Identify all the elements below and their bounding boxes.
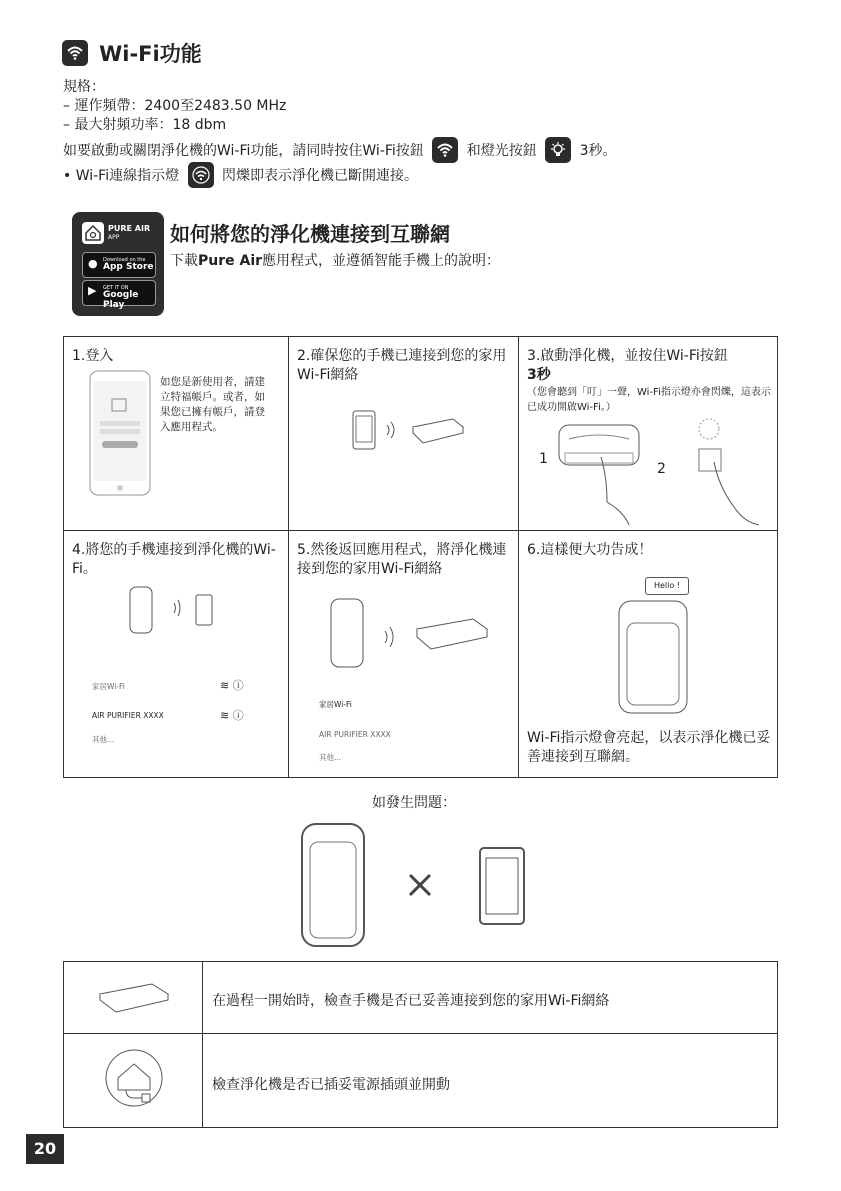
subtitle-post: 應用程式，並遵循智能手機上的說明： xyxy=(262,253,501,269)
step-3-bold: 3秒 xyxy=(527,367,551,383)
bullet-text-1: • Wi-Fi連線指示燈 xyxy=(63,168,180,184)
router-icon xyxy=(96,978,176,1018)
connect-title: 如何將您的淨化機連接到互聯網 xyxy=(170,222,450,246)
light-button-icon xyxy=(545,137,571,163)
step-2-title: 2.確保您的手機已連接到您的家用Wi-Fi網絡 xyxy=(297,348,507,383)
trouble-text-1: 在過程一開始時，檢查手機是否已妥善連接到您的家用Wi-Fi網絡 xyxy=(212,993,610,1009)
subtitle-pre: 下載 xyxy=(170,253,198,269)
section-title: Wi-Fi功能 xyxy=(99,42,202,66)
subtitle-app: Pure Air xyxy=(198,253,263,269)
step-3-title xyxy=(527,347,772,415)
instruction-line xyxy=(63,137,617,163)
phone-to-router-illustration xyxy=(349,407,469,455)
purifier-phone-error-illustration xyxy=(290,820,550,952)
spec-power: – 最大射頻功率：18 dbm xyxy=(63,117,227,133)
gplay-small-text: GET IT ON xyxy=(103,285,129,291)
s5-wifi-purifier[interactable]: AIR PURIFIER XXXX xyxy=(319,730,391,739)
instruction-text-1: 如要啟動或關閉淨化機的Wi-Fi功能，請同時按住Wi-Fi按鈕 xyxy=(63,143,424,159)
step-3-sub: （您會聽到「叮」一聲，Wi-Fi指示燈亦會閃爍，這表示已成功開啟Wi-Fi。） xyxy=(527,387,771,413)
row-divider-2 xyxy=(202,1034,203,1127)
step-6 xyxy=(518,530,778,778)
trouble-row-2 xyxy=(63,1033,778,1128)
step-3-title-text: 3.啟動淨化機，並按住Wi-Fi按鈕 xyxy=(527,348,728,364)
row-divider xyxy=(202,962,203,1033)
app-sub: APP xyxy=(108,234,120,241)
s4-wifi-purifier-icon: ≋ ⓘ xyxy=(220,709,244,722)
gplay-big-text: Google Play xyxy=(103,290,139,310)
press-button-illustration xyxy=(539,417,769,527)
house-plug-icon xyxy=(102,1046,166,1110)
purifier-to-phone-illustration xyxy=(126,583,226,637)
spec-label: 規格： xyxy=(63,79,105,95)
instruction-text-2: 和燈光按鈕 xyxy=(466,143,537,159)
trouble-title: 如發生問題： xyxy=(372,795,456,811)
app-promo-panel xyxy=(72,212,164,316)
appstore-big-text: App Store xyxy=(103,262,154,272)
s4-wifi-home[interactable]: 家居Wi-Fi xyxy=(92,682,125,691)
bullet-text-2: 閃爍即表示淨化機已斷開連接。 xyxy=(222,168,419,184)
step-6-title: 6.這樣便大功告成！ xyxy=(527,542,653,558)
step-5-title: 5.然後返回應用程式，將淨化機連接到您的家用Wi-Fi網絡 xyxy=(297,542,507,577)
section-header xyxy=(62,38,202,68)
instruction-text-3: 3秒。 xyxy=(579,143,617,159)
step-5 xyxy=(288,530,519,778)
s4-wifi-home-icon: ≋ ⓘ xyxy=(220,679,244,692)
wifi-badge-icon xyxy=(62,40,88,66)
apple-icon: ● xyxy=(88,257,98,270)
step-6-note: Wi-Fi指示燈會亮起，以表示淨化機已妥善連接到互聯網。 xyxy=(527,730,771,765)
hello-bubble: Hello ! xyxy=(645,577,689,595)
step-4 xyxy=(63,530,289,778)
bullet-line xyxy=(63,162,418,188)
app-logo xyxy=(82,222,104,244)
step-1-note: 如您是新使用者，請建立特福帳戶。或者，如果您已擁有帳戶，請登入應用程式。 xyxy=(160,376,265,433)
s5-wifi-other[interactable]: 其他... xyxy=(319,753,342,762)
trouble-row-1 xyxy=(63,961,778,1034)
wifi-indicator-icon xyxy=(188,162,214,188)
step-4-title: 4.將您的手機連接到淨化機的Wi-Fi。 xyxy=(72,542,276,577)
app-name: PURE AIR xyxy=(108,224,151,233)
step-1-title: 1.登入 xyxy=(72,348,114,364)
s4-wifi-other[interactable]: 其他... xyxy=(92,735,115,744)
trouble-text-2: 檢查淨化機是否已插妥電源插頭並開動 xyxy=(212,1077,450,1093)
google-play-badge[interactable] xyxy=(82,280,156,310)
purifier-to-router-illustration xyxy=(327,595,497,671)
s5-wifi-home[interactable]: 家居Wi-Fi xyxy=(319,700,352,709)
play-icon: ▶ xyxy=(88,284,97,297)
step-1 xyxy=(63,336,289,531)
step-2 xyxy=(288,336,519,531)
spec-frequency: – 運作頻帶：2400至2483.50 MHz xyxy=(63,98,287,114)
phone-login-illustration xyxy=(88,369,152,497)
connect-subtitle xyxy=(170,250,500,270)
s4-wifi-purifier[interactable]: AIR PURIFIER XXXX xyxy=(92,711,164,720)
wifi-button-icon xyxy=(432,137,458,163)
page-number: 20 xyxy=(26,1134,64,1164)
app-store-badge[interactable] xyxy=(82,252,156,278)
purifier-connected-illustration xyxy=(613,597,693,717)
step-3-num-1: 1 xyxy=(539,451,548,467)
step-3-num-2: 2 xyxy=(657,461,666,477)
appstore-small-text: Download on the xyxy=(103,257,146,263)
house-icon xyxy=(82,222,104,244)
step-3 xyxy=(518,336,778,531)
